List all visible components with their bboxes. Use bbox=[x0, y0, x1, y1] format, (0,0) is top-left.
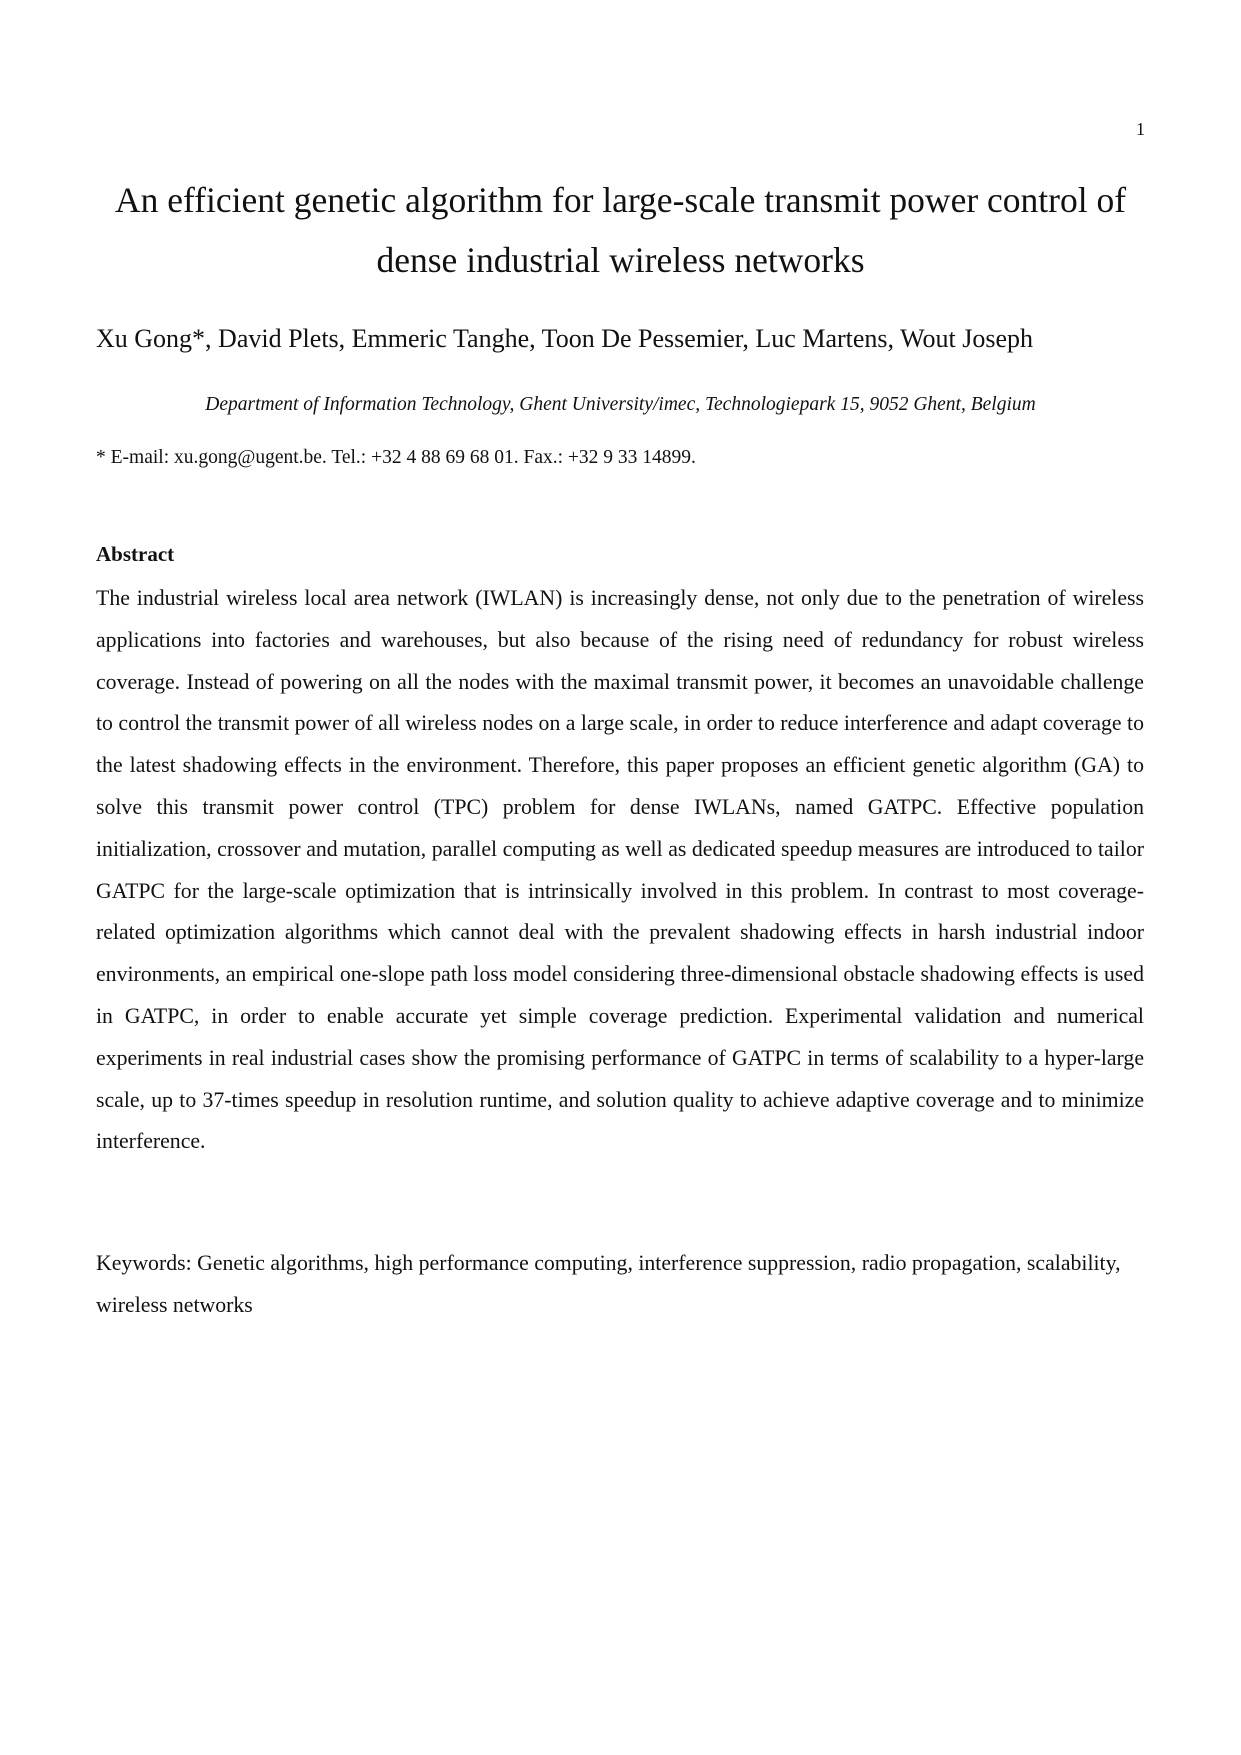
page-number: 1 bbox=[1136, 119, 1145, 139]
abstract-body: The industrial wireless local area network (IWLAN) is increasingly dense, not only due to the penetration of wireless applications into factories and warehouses, but also because of the rising need of redundancy for robust wireless coverage. Instead of powering on all the nodes with the maximal transmit power, it becomes an unavoidable challenge to control the transmit power of all wireless nodes on a large scale, in order to reduce interference and adapt coverage to the latest shadowing effects in the environment. Therefore, this paper proposes an efficient genetic algorithm (GA) to solve this transmit power control (TPC) problem for dense IWLANs, named GATPC. Effective population initialization, crossover and mutation, parallel computing as well as dedicated speedup measures are introduced to tailor GATPC for the large-scale optimization that is intrinsically involved in this problem. In contrast to most coverage-related optimization algorithms which cannot deal with the prevalent shadowing effects in harsh industrial indoor environments, an empirical one-slope path loss model considering three-dimensional obstacle shadowing effects is used in GATPC, in order to enable accurate yet simple coverage prediction. Experimental validation and numerical experiments in real industrial cases show the promising performance of GATPC in terms of scalability to a hyper-large scale, up to 37-times speedup in resolution runtime, and solution quality to achieve adaptive coverage and to minimize interference. bbox=[96, 586, 1144, 1154]
abstract-heading: Abstract bbox=[96, 542, 175, 566]
keywords: Keywords: Genetic algorithms, high performance computing, interference suppression, radio propagation, scalability, wireless networks bbox=[96, 1251, 1121, 1317]
affiliation: Department of Information Technology, Ghent University/imec, Technologiepark 15, 9052 Ghent, Belgium bbox=[205, 394, 1036, 415]
contact-info: * E-mail: xu.gong@ugent.be. Tel.: +32 4 88 69 68 01. Fax.: +32 9 33 14899. bbox=[96, 447, 696, 468]
paper-title: An efficient genetic algorithm for large-scale transmit power control of dense industrial wireless networks bbox=[114, 180, 1127, 280]
author-list: Xu Gong*, David Plets, Emmeric Tanghe, Toon De Pessemier, Luc Martens, Wout Joseph bbox=[96, 324, 1034, 353]
